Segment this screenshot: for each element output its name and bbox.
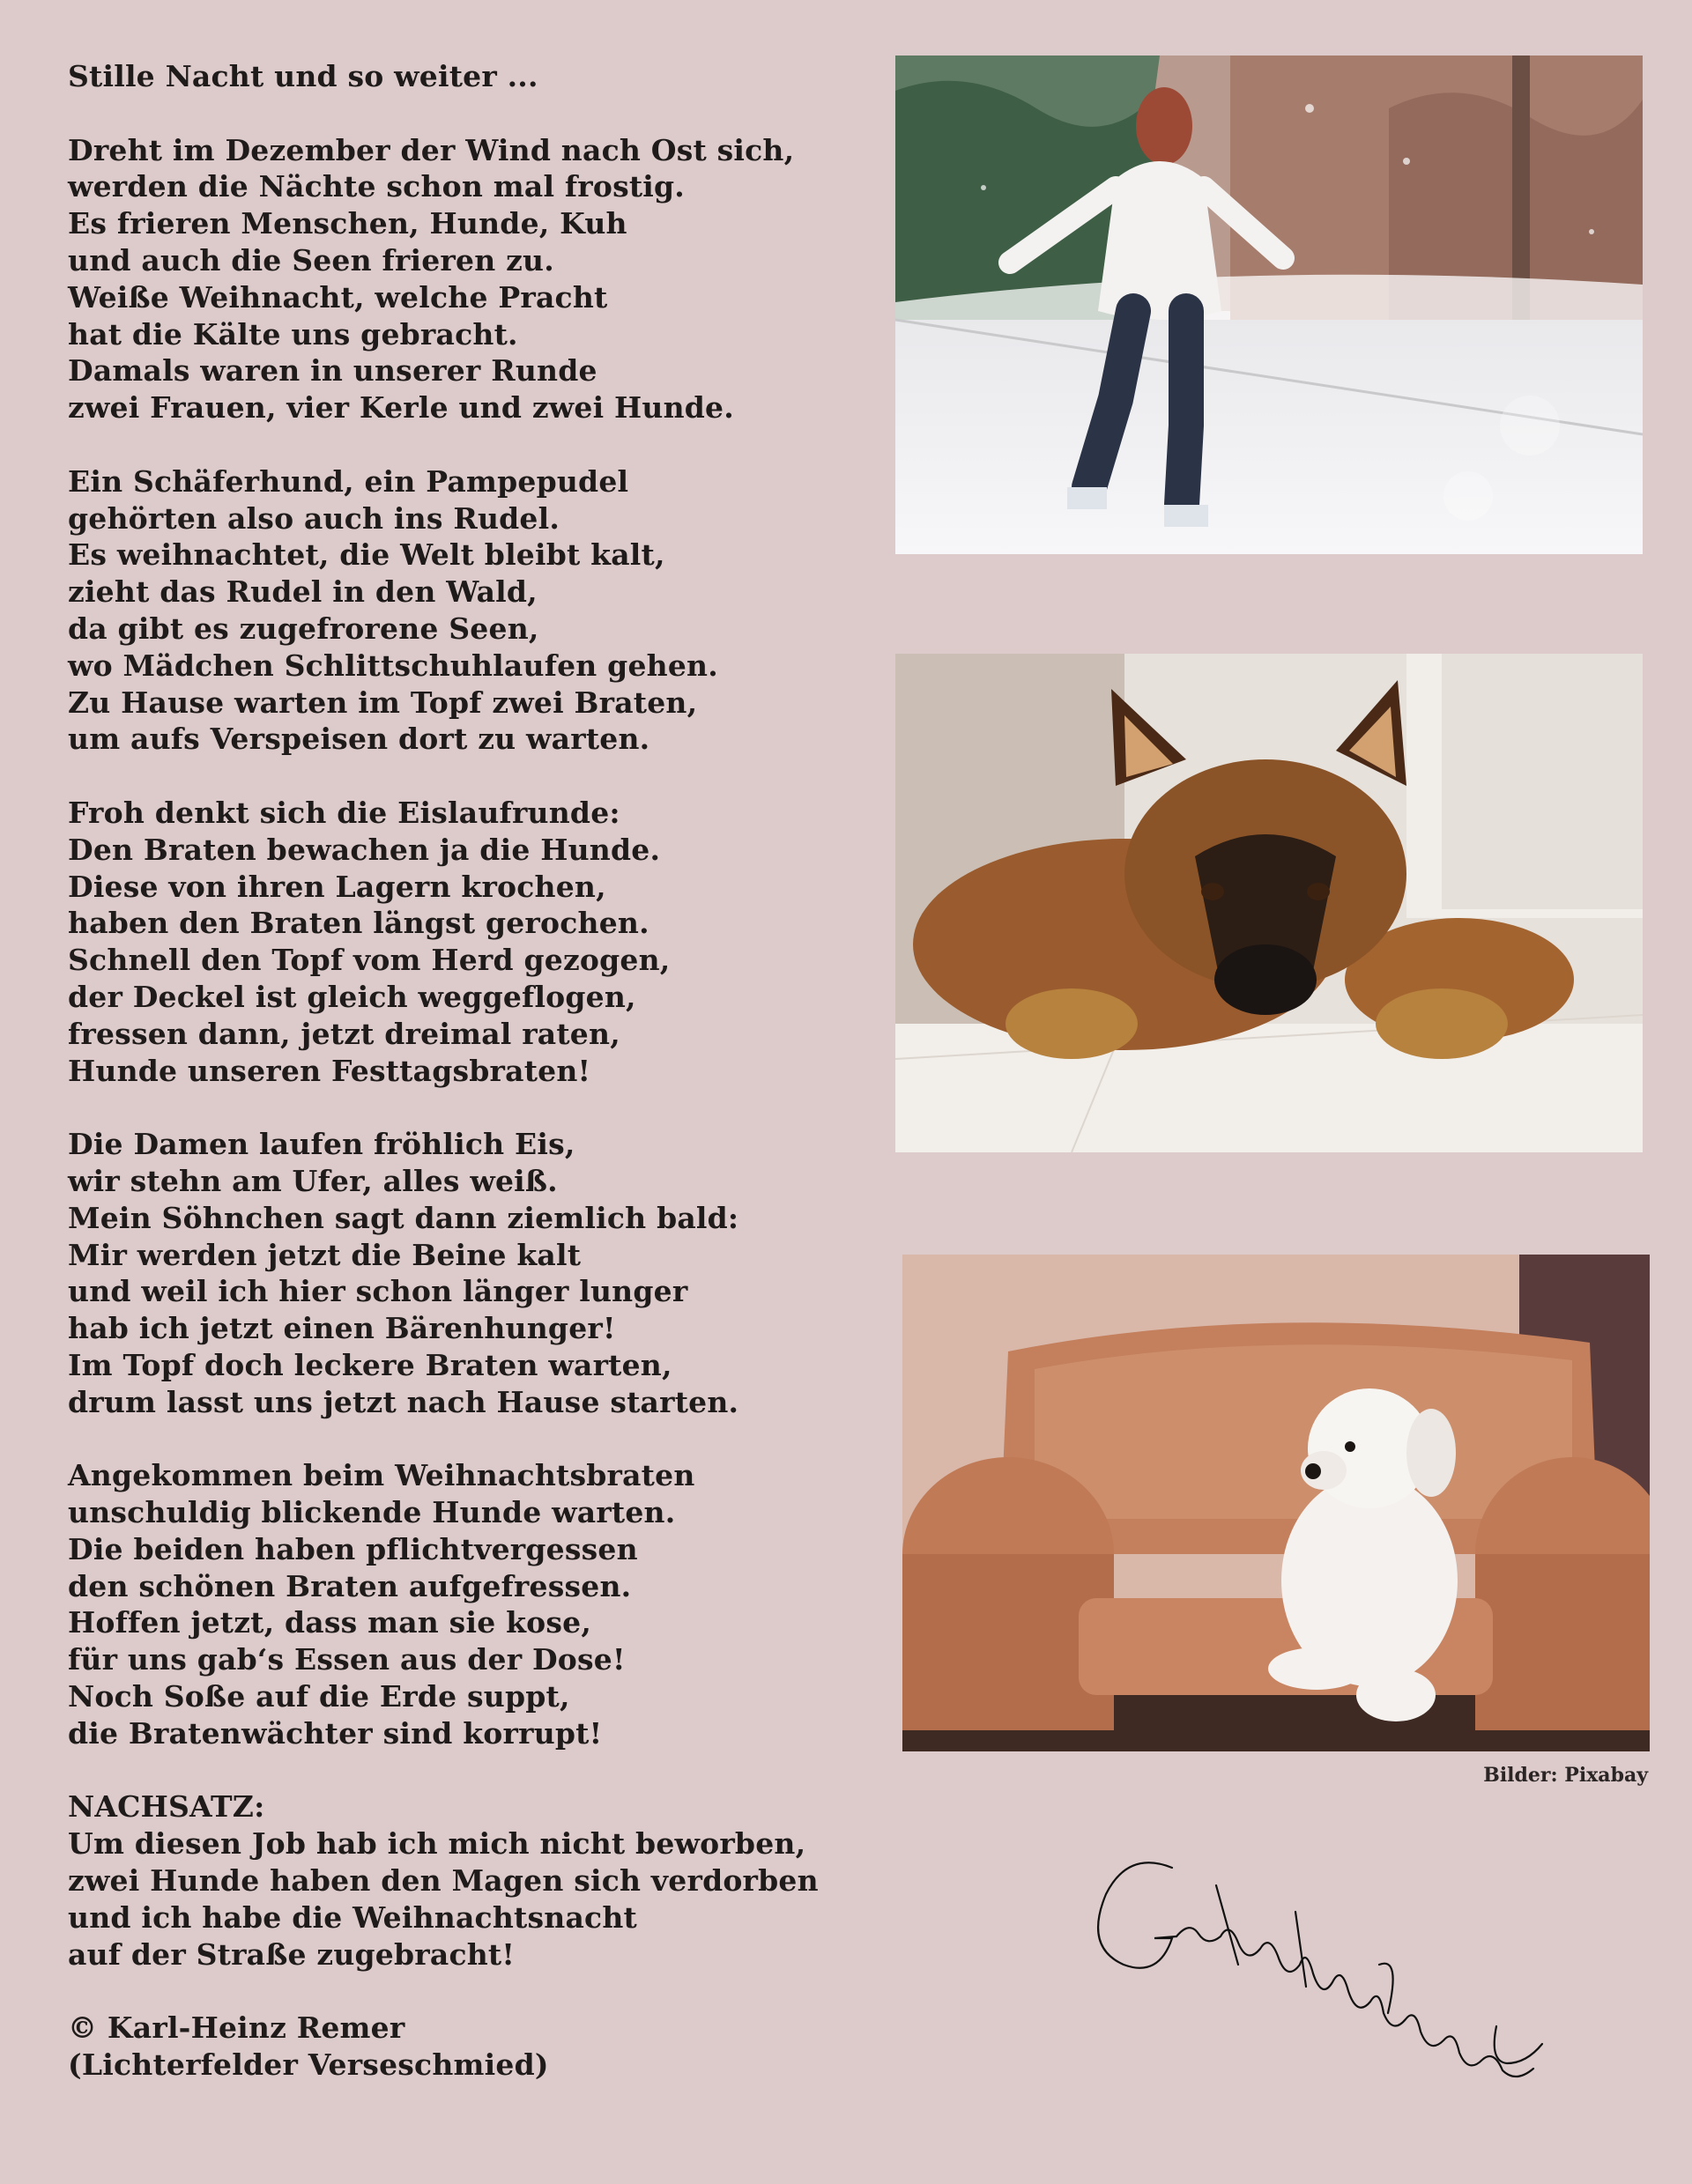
poem-line: Die Damen laufen fröhlich Eis, [68, 1127, 575, 1162]
poem-line: Es frieren Menschen, Hunde, Kuh [68, 206, 627, 241]
poem-line: werden die Nächte schon mal frostig. [68, 169, 685, 204]
poem-line: Zu Hause warten im Topf zwei Braten, [68, 685, 698, 720]
photo-german-shepherd [895, 654, 1643, 1152]
poem-line: Dreht im Dezember der Wind nach Ost sich, [68, 132, 795, 167]
poem-line: Mein Söhnchen sagt dann ziemlich bald: [68, 1200, 739, 1235]
poem-line: Hoffen jetzt, dass man sie kose, [68, 1605, 592, 1640]
poem-line: den schönen Braten aufgefressen. [68, 1568, 632, 1603]
copyright: © Karl-Heinz Remer [68, 2010, 405, 2046]
stanza [68, 132, 861, 426]
postscript-line: und ich habe die Weihnachtsnacht [68, 1899, 637, 1935]
photo-white-poodle [902, 1255, 1650, 1751]
poem-line: Weiße Weihnacht, welche Pracht [68, 279, 608, 315]
stanza [68, 1457, 861, 1751]
poem-line: Im Topf doch leckere Braten warten, [68, 1347, 672, 1382]
photo-ice-skater [895, 56, 1643, 554]
poem-line: hab ich jetzt einen Bärenhunger! [68, 1311, 616, 1346]
poem-line: gehörten also auch ins Rudel. [68, 500, 560, 536]
author-alias: (Lichterfelder Verseschmied) [68, 2047, 549, 2083]
poem-line: Noch Soße auf die Erde suppt, [68, 1679, 570, 1714]
poem-title: Stille Nacht und so weiter ... [68, 59, 538, 93]
poem-line: für uns gab‘s Essen aus der Dose! [68, 1642, 626, 1677]
poem-line: Den Braten bewachen ja die Hunde. [68, 832, 661, 867]
poem-line: um aufs Verspeisen dort zu warten. [68, 722, 650, 757]
postscript-line: auf der Straße zugebracht! [68, 1936, 516, 1972]
postscript-line: Um diesen Job hab ich mich nicht beworben, [68, 1826, 806, 1862]
poem-line: Diese von ihren Lagern krochen, [68, 869, 606, 904]
poem-line: und weil ich hier schon länger lunger [68, 1274, 688, 1309]
poem-line: Hunde unseren Festtagsbraten! [68, 1053, 591, 1088]
postscript-line: zwei Hunde haben den Magen sich verdorben [68, 1863, 819, 1899]
poem-line: drum lasst uns jetzt nach Hause starten. [68, 1384, 739, 1419]
poem-line: und auch die Seen frieren zu. [68, 242, 554, 278]
poem-line: Ein Schäferhund, ein Pampepudel [68, 463, 629, 499]
poem [68, 58, 861, 2084]
poem-line: wo Mädchen Schlittschuhlaufen gehen. [68, 648, 718, 683]
poem-line: Es weihnachtet, die Welt bleibt kalt, [68, 537, 665, 573]
stanza [68, 795, 861, 1089]
poem-line: da gibt es zugefrorene Seen, [68, 611, 539, 646]
stanza-list [68, 132, 861, 1752]
poem-line: Damals waren in unserer Runde [68, 353, 597, 389]
poem-line: hat die Kälte uns gebracht. [68, 316, 518, 352]
poem-line: fressen dann, jetzt dreimal raten, [68, 1016, 620, 1051]
poem-line: unschuldig blickende Hunde warten. [68, 1495, 676, 1530]
stanza [68, 463, 861, 758]
image-credit: Bilder: Pixabay [1483, 1764, 1648, 1787]
poem-line: zwei Frauen, vier Kerle und zwei Hunde. [68, 390, 734, 426]
poem-line: Froh denkt sich die Eislaufrunde: [68, 795, 620, 830]
poem-line: wir stehn am Ufer, alles weiß. [68, 1163, 558, 1198]
poem-line: Schnell den Topf vom Herd gezogen, [68, 943, 671, 978]
poem-line: die Bratenwächter sind korrupt! [68, 1715, 603, 1751]
postscript-heading: NACHSATZ: [68, 1789, 265, 1825]
poem-line: Die beiden haben pflichtvergessen [68, 1531, 638, 1566]
gedichtezauber-logo [1075, 1832, 1569, 2097]
poem-line: der Deckel ist gleich weggeflogen, [68, 979, 636, 1014]
poem-line: Mir werden jetzt die Beine kalt [68, 1237, 582, 1272]
poem-line: Angekommen beim Weihnachtsbraten [68, 1458, 695, 1493]
poem-line: zieht das Rudel in den Wald, [68, 574, 538, 610]
postscript [68, 1825, 861, 1973]
stanza [68, 1126, 861, 1420]
poem-line: haben den Braten längst gerochen. [68, 906, 649, 941]
